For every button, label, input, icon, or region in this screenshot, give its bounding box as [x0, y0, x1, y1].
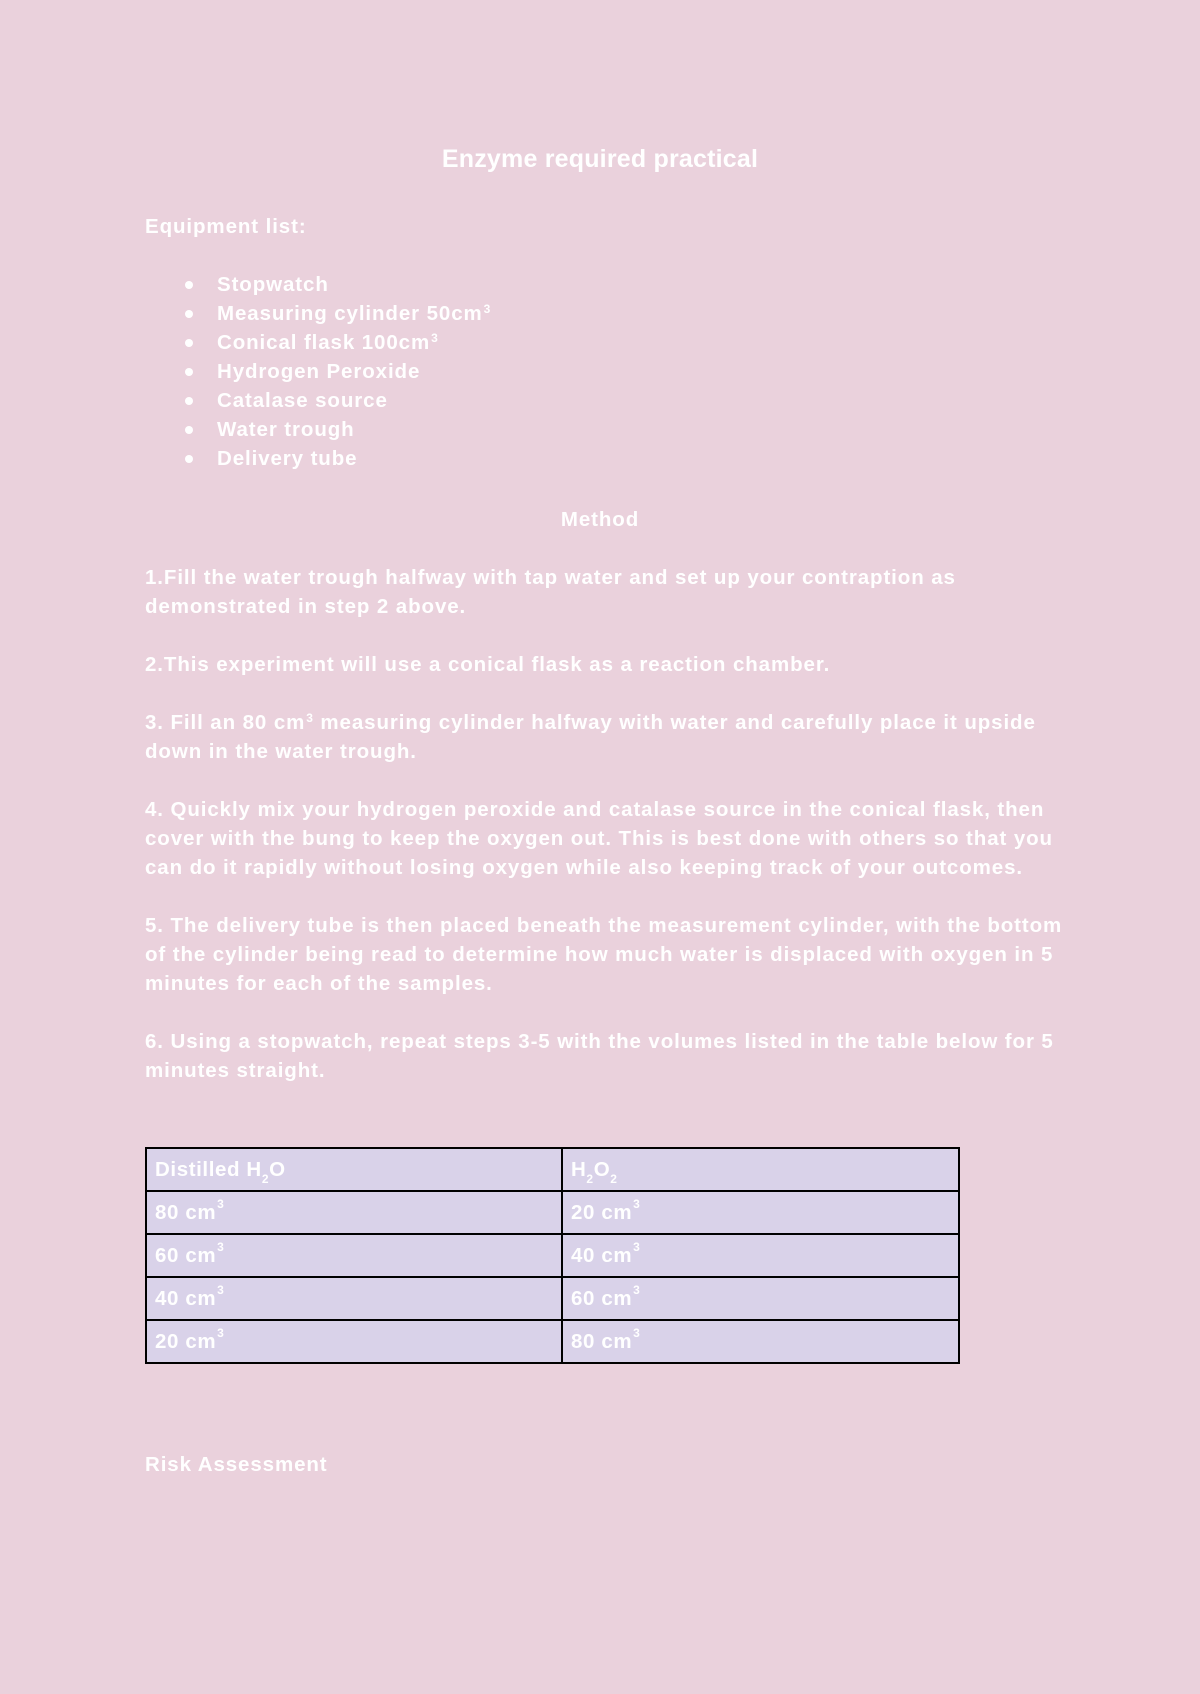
bullet-icon	[185, 397, 193, 405]
table-cell: 80 $cm^3$	[562, 1320, 959, 1363]
table-row	[146, 1191, 959, 1234]
table-cell: 80 $cm^3$	[146, 1191, 562, 1234]
table-cell: 20 $cm^3$	[146, 1320, 562, 1363]
method-step-2: 2.This experiment will use a conical flask as a reaction chamber.	[145, 653, 831, 676]
table-cell: 40 $cm^3$	[146, 1277, 562, 1320]
table-cell: 60 $cm^3$	[146, 1234, 562, 1277]
table-cell: 20 $cm^3$	[562, 1191, 959, 1234]
method-steps	[145, 563, 1085, 1114]
table-row	[146, 1320, 959, 1363]
table-cell: 60 $cm^3$	[562, 1277, 959, 1320]
list-item: Conical flask $100cm^3$	[145, 328, 491, 357]
equipment-heading: Equipment list:	[145, 215, 307, 238]
method-step-1: 1.Fill the water trough halfway with tap water and set up your contraption as demonstrated in step 2 above.	[145, 566, 956, 618]
list-item: Measuring cylinder $50cm^3$	[145, 299, 491, 328]
volumes-table	[145, 1147, 960, 1364]
bullet-icon	[185, 339, 193, 347]
header-distilled-water: Distilled $H_2O$	[146, 1148, 562, 1191]
table-header-row	[146, 1148, 959, 1191]
list-item: Delivery tube	[145, 444, 491, 473]
method-step-3: 3. Fill an 80 $cm^3$ measuring cylinder halfway with water and carefully place it upside down in the water trough.	[145, 711, 1036, 763]
list-item: Stopwatch	[145, 270, 491, 299]
bullet-icon	[185, 281, 193, 289]
table-row	[146, 1277, 959, 1320]
table-cell: 40 $cm^3$	[562, 1234, 959, 1277]
bullet-icon	[185, 310, 193, 318]
bullet-icon	[185, 455, 193, 463]
bullet-icon	[185, 426, 193, 434]
list-item: Hydrogen Peroxide	[145, 357, 491, 386]
bullet-icon	[185, 368, 193, 376]
method-step-4: 4. Quickly mix your hydrogen peroxide and catalase source in the conical flask, then cover with the bung to keep the oxygen out. This is best done with others so that you can do it rapidly without losing oxygen while also keeping track of your outcomes.	[145, 798, 1053, 879]
method-step-6: 6. Using a stopwatch, repeat steps 3-5 with the volumes listed in the table below for 5 minutes straight.	[145, 1030, 1054, 1082]
header-hydrogen-peroxide: $H_2O_2$	[562, 1148, 959, 1191]
table-row	[146, 1234, 959, 1277]
equipment-list	[145, 270, 491, 473]
document-title: Enzyme required practical	[441, 145, 759, 173]
list-item: Catalase source	[145, 386, 491, 415]
list-item: Water trough	[145, 415, 491, 444]
method-heading: Method	[560, 508, 640, 531]
risk-assessment-heading: Risk Assessment	[145, 1453, 328, 1476]
method-step-5: 5. The delivery tube is then placed beneath the measurement cylinder, with the bottom of the cylinder being read to determine how much water is displaced with oxygen in 5 minutes for each of the samples.	[145, 914, 1063, 995]
